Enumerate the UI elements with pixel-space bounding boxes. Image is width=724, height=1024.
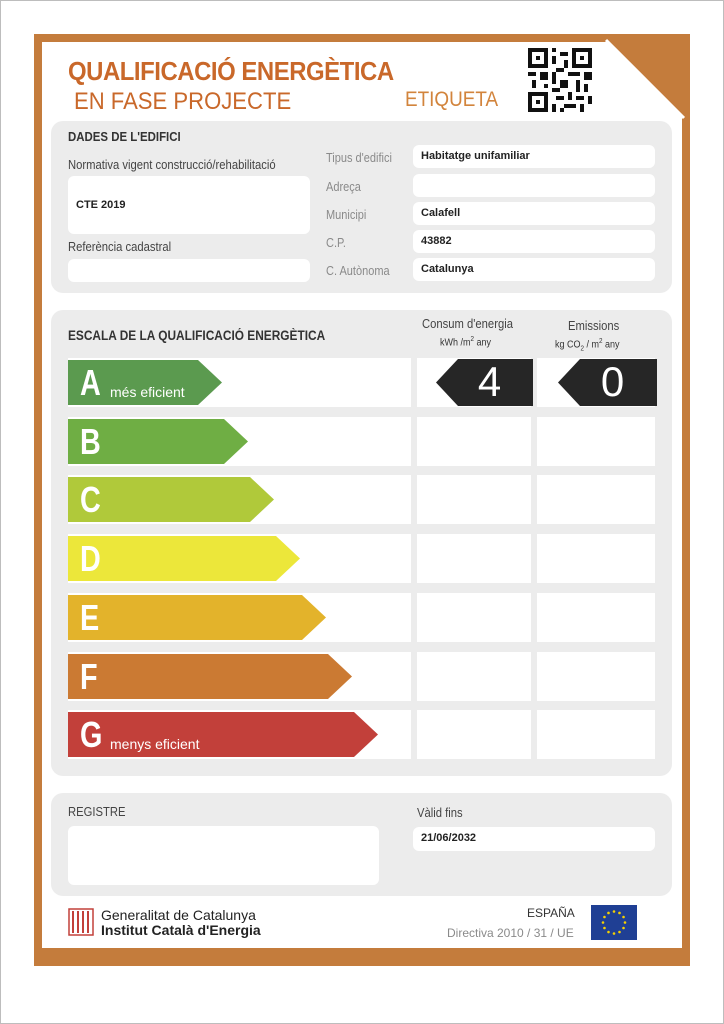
cadastral-field[interactable] xyxy=(68,259,310,282)
emissions-cell xyxy=(537,710,655,759)
regulation-label: Normativa vigent construcció/rehabilitació xyxy=(68,158,276,172)
directive-label: Directiva 2010 / 31 / UE xyxy=(447,926,574,940)
eu-star xyxy=(613,910,616,913)
qr-code-icon xyxy=(528,48,592,112)
eu-star xyxy=(613,932,616,935)
autonomous-community-label: C. Autònoma xyxy=(326,264,390,278)
consumption-cell xyxy=(417,652,531,701)
eu-star xyxy=(603,916,606,919)
class-subtitle: menys eficient xyxy=(110,736,200,752)
class-letter: A xyxy=(80,362,101,403)
eu-flag-icon xyxy=(591,905,637,940)
eu-star xyxy=(622,927,625,930)
emissions-rating xyxy=(558,358,657,407)
valid-until-label: Vàlid fins xyxy=(417,806,463,820)
etiqueta-label: ETIQUETA xyxy=(405,88,499,111)
title-line1: QUALIFICACIÓ ENERGÈTICA xyxy=(68,56,394,86)
eu-star xyxy=(622,916,625,919)
consumption-rating xyxy=(436,358,533,407)
building-type-label: Tipus d'edifici xyxy=(326,151,392,165)
registry-label: REGISTRE xyxy=(68,805,126,819)
emissions-unit: kg $CO_2 / m^2$ any xyxy=(555,338,620,353)
eu-star xyxy=(624,921,627,924)
emissions-cell xyxy=(537,593,655,642)
class-arrow-d xyxy=(68,534,301,582)
eu-star xyxy=(618,912,621,915)
building-section-title: DADES DE L'EDIFICI xyxy=(68,129,181,144)
emissions-header: Emissions xyxy=(568,319,620,333)
municipality-label: Municipi xyxy=(326,208,367,222)
class-arrow-a xyxy=(68,358,223,406)
title-line2: EN FASE PROJECTE xyxy=(74,88,292,115)
class-letter: E xyxy=(80,597,100,638)
regulation-field[interactable]: CTE 2019 xyxy=(68,176,310,234)
eu-star xyxy=(618,931,621,934)
consumption-unit: kWh $/m^2$ any xyxy=(440,336,492,349)
class-letter: F xyxy=(80,656,98,697)
class-letter: C xyxy=(80,479,101,520)
emissions-cell xyxy=(537,475,655,524)
consumption-cell xyxy=(417,710,531,759)
class-arrow-f xyxy=(68,652,353,700)
generalitat-logo-icon xyxy=(68,908,94,936)
building-type-field[interactable]: Habitatge unifamiliar xyxy=(413,145,655,168)
country-label: ESPAÑA xyxy=(527,906,575,920)
consumption-cell xyxy=(417,475,531,524)
rating-value: 0 xyxy=(600,358,625,405)
eu-star xyxy=(603,927,606,930)
rating-value: 4 xyxy=(477,358,502,405)
consumption-cell xyxy=(417,417,531,466)
class-letter: G xyxy=(80,714,103,755)
consumption-header: Consum d'energia xyxy=(422,317,513,331)
postal-code-field[interactable]: 43882 xyxy=(413,230,655,253)
eu-star xyxy=(607,912,610,915)
registry-field[interactable] xyxy=(68,826,379,885)
cadastral-label: Referència cadastral xyxy=(68,240,172,254)
class-letter: B xyxy=(80,421,101,462)
class-arrow-e xyxy=(68,593,327,641)
class-arrow-b xyxy=(68,417,249,465)
emissions-cell xyxy=(537,417,655,466)
corner-fold xyxy=(600,34,690,124)
scale-section-title: ESCALA DE LA QUALIFICACIÓ ENERGÈTICA xyxy=(68,328,326,343)
valid-until-field[interactable]: 21/06/2032 xyxy=(413,827,655,851)
address-field[interactable] xyxy=(413,174,655,197)
consumption-cell xyxy=(417,593,531,642)
consumption-cell xyxy=(417,534,531,583)
emissions-cell xyxy=(537,534,655,583)
class-arrow-c xyxy=(68,475,275,523)
autonomous-community-field[interactable]: Catalunya xyxy=(413,258,655,281)
class-letter: D xyxy=(80,538,101,579)
postal-code-label: C.P. xyxy=(326,236,346,250)
class-subtitle: més eficient xyxy=(110,384,185,400)
org-line2: Institut Català d'Energia xyxy=(101,922,261,938)
eu-star xyxy=(602,921,605,924)
class-arrow-g xyxy=(68,710,379,758)
municipality-field[interactable]: Calafell xyxy=(413,202,655,225)
eu-star xyxy=(607,931,610,934)
emissions-cell xyxy=(537,652,655,701)
org-line1: Generalitat de Catalunya xyxy=(101,907,256,923)
address-label: Adreça xyxy=(326,180,361,194)
